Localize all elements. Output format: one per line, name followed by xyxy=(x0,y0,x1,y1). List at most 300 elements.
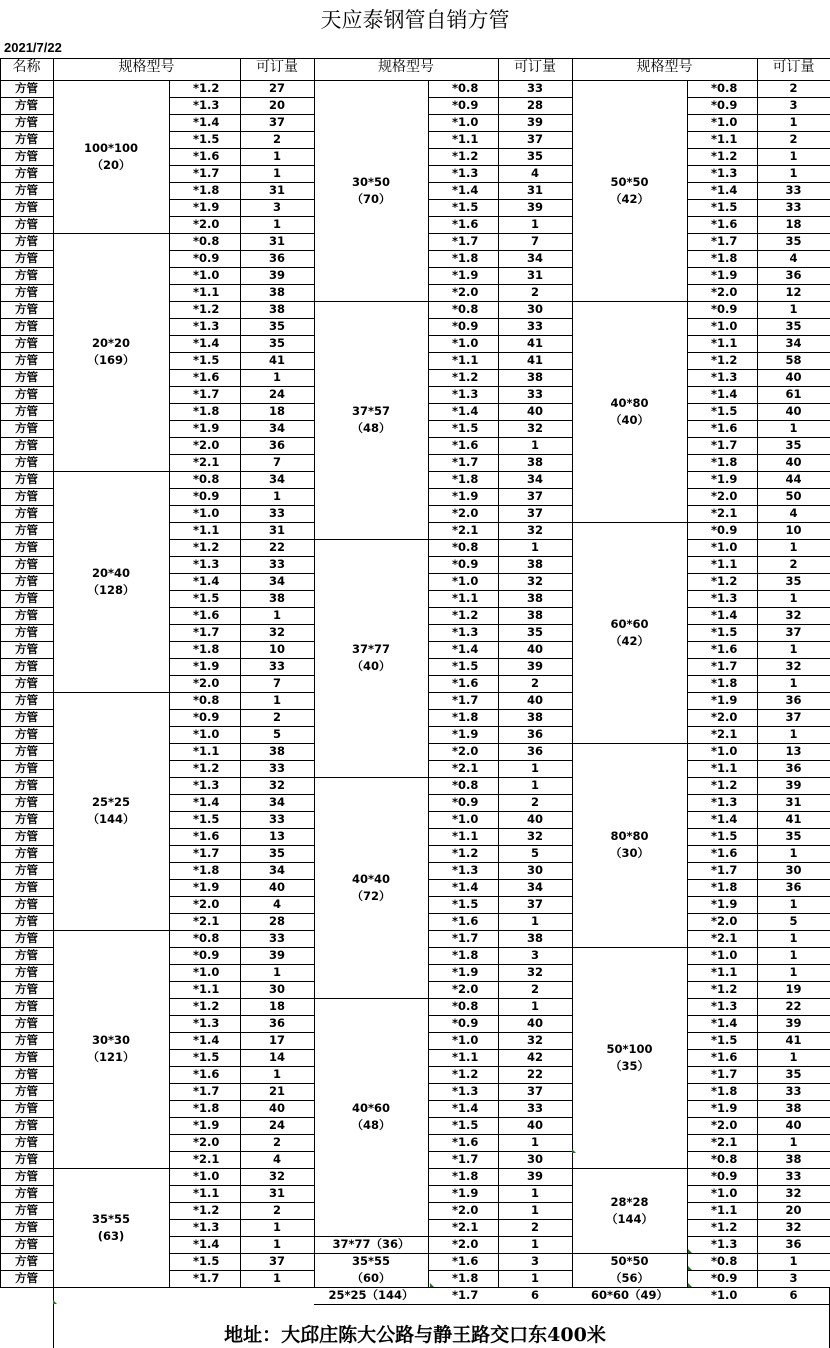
qty-cell: 37 xyxy=(526,489,543,503)
row-name-cell: 方管 xyxy=(15,302,38,316)
qty-cell: 38 xyxy=(526,455,543,469)
spec-cell: *1.2 xyxy=(711,353,738,367)
grid-line xyxy=(0,1236,54,1237)
spec-cell: *1.2 xyxy=(452,1067,479,1081)
count-label: （72） xyxy=(351,888,391,903)
qty-cell: 38 xyxy=(526,557,543,571)
grid-line xyxy=(0,726,54,727)
qty-cell: 34 xyxy=(268,472,285,486)
qty-cell: 2 xyxy=(789,132,798,146)
spec-cell: *2.1 xyxy=(711,727,738,741)
spec-cell: *1.0 xyxy=(452,336,479,350)
grid-line xyxy=(0,250,54,251)
spec-cell: *1.3 xyxy=(193,1016,220,1030)
size-cell xyxy=(53,471,169,692)
qty-cell: 32 xyxy=(268,1169,285,1183)
qty-cell: 2 xyxy=(789,81,798,95)
size-cell xyxy=(572,947,687,1168)
count-label: （42） xyxy=(609,633,649,648)
spec-cell: *1.5 xyxy=(452,200,479,214)
qty-cell: 39 xyxy=(526,200,543,214)
spec-cell: *1.5 xyxy=(711,625,738,639)
grid-line xyxy=(0,1015,54,1016)
spec-cell: *1.4 xyxy=(193,1033,220,1047)
spec-cell: *2.1 xyxy=(711,1135,738,1149)
grid-line xyxy=(0,403,54,404)
qty-cell: 38 xyxy=(526,710,543,724)
spec-cell: *0.9 xyxy=(452,1016,479,1030)
qty-cell: 1 xyxy=(272,1067,281,1081)
grid-line xyxy=(498,58,499,1288)
grid-line xyxy=(0,1066,54,1067)
grid-line xyxy=(0,1202,54,1203)
qty-cell: 40 xyxy=(785,1118,802,1132)
qty-cell: 33 xyxy=(785,200,802,214)
qty-cell: 39 xyxy=(526,115,543,129)
spec-cell: *1.0 xyxy=(711,948,738,962)
size-label: 60*60 xyxy=(610,616,649,631)
qty-cell: 1 xyxy=(272,370,281,384)
spec-cell: *1.6 xyxy=(711,642,738,656)
qty-cell: 33 xyxy=(785,183,802,197)
qty-cell: 1 xyxy=(789,149,798,163)
size-cell xyxy=(314,539,428,777)
spec-cell: *1.1 xyxy=(452,591,479,605)
spec-cell: *1.9 xyxy=(452,965,479,979)
spec-cell: *1.0 xyxy=(711,540,738,554)
row-name-cell: 方管 xyxy=(15,1067,38,1081)
count-label: （40） xyxy=(609,412,649,427)
qty-cell: 13 xyxy=(268,829,285,843)
qty-cell: 24 xyxy=(268,387,285,401)
row-name-cell: 方管 xyxy=(15,795,38,809)
row-name-cell: 方管 xyxy=(15,1152,38,1166)
spec-cell: *1.0 xyxy=(711,115,738,129)
grid-line xyxy=(0,114,54,115)
grid-line xyxy=(0,641,54,642)
spec-cell: *1.0 xyxy=(452,574,479,588)
size-cell xyxy=(572,522,687,743)
grid-line xyxy=(0,1185,54,1186)
qty-cell: 32 xyxy=(526,829,543,843)
spec-cell: *1.3 xyxy=(452,625,479,639)
spec-cell: *0.9 xyxy=(711,523,738,537)
grid-line xyxy=(0,777,54,778)
spec-cell: *1.4 xyxy=(711,1016,738,1030)
grid-line xyxy=(0,58,1,1288)
spec-cell: *1.4 xyxy=(193,1237,220,1251)
spec-cell: *1.0 xyxy=(711,319,738,333)
grid-line xyxy=(0,692,54,693)
row-name-cell: 方管 xyxy=(15,421,38,435)
qty-cell: 1 xyxy=(530,999,539,1013)
qty-cell: 13 xyxy=(785,744,802,758)
qty-cell: 35 xyxy=(526,625,543,639)
qty-cell: 37 xyxy=(268,1254,285,1268)
grid-line xyxy=(0,437,54,438)
spec-cell: *0.8 xyxy=(452,81,479,95)
qty-cell: 41 xyxy=(785,1033,802,1047)
qty-cell: 6 xyxy=(530,1288,539,1302)
spec-cell: *1.6 xyxy=(452,914,479,928)
qty-cell: 10 xyxy=(785,523,802,537)
qty-cell: 1 xyxy=(789,166,798,180)
count-label: （42） xyxy=(609,191,649,206)
qty-cell: 7 xyxy=(272,676,281,690)
spec-cell: *1.7 xyxy=(711,1067,738,1081)
spec-cell: *1.6 xyxy=(452,1135,479,1149)
qty-cell: 38 xyxy=(268,591,285,605)
qty-cell: 33 xyxy=(526,81,543,95)
cell-marker xyxy=(688,1249,692,1253)
grid-line xyxy=(0,505,54,506)
spec-cell: *1.8 xyxy=(452,472,479,486)
qty-cell: 30 xyxy=(785,863,802,877)
grid-line xyxy=(0,131,54,132)
qty-cell: 38 xyxy=(526,608,543,622)
row-name-cell: 方管 xyxy=(15,200,38,214)
qty-cell: 35 xyxy=(785,829,802,843)
grid-line xyxy=(687,1304,830,1305)
grid-line xyxy=(428,1304,573,1305)
size-cell xyxy=(53,233,169,471)
spec-cell: *1.7 xyxy=(193,166,220,180)
grid-line xyxy=(0,896,54,897)
qty-cell: 40 xyxy=(526,693,543,707)
qty-cell: 22 xyxy=(526,1067,543,1081)
spec-cell: *1.5 xyxy=(193,812,220,826)
row-name-cell: 方管 xyxy=(15,251,38,265)
qty-cell: 1 xyxy=(272,1220,281,1234)
size-cell xyxy=(53,80,169,233)
row-name-cell: 方管 xyxy=(15,404,38,418)
row-name-cell: 方管 xyxy=(15,506,38,520)
spec-cell: *1.9 xyxy=(711,268,738,282)
qty-cell: 42 xyxy=(526,1050,543,1064)
grid-line xyxy=(0,947,54,948)
qty-cell: 36 xyxy=(268,251,285,265)
spec-cell: *1.7 xyxy=(193,846,220,860)
header-spec: 规格型号 xyxy=(118,59,175,75)
spec-cell: *2.0 xyxy=(452,982,479,996)
qty-cell: 31 xyxy=(526,183,543,197)
count-label: （20） xyxy=(91,157,131,172)
qty-cell: 31 xyxy=(268,523,285,537)
grid-line xyxy=(0,1134,54,1135)
qty-cell: 34 xyxy=(526,880,543,894)
qty-cell: 38 xyxy=(785,1152,802,1166)
header-qty: 可订量 xyxy=(514,59,556,75)
qty-cell: 3 xyxy=(530,948,539,962)
qty-cell: 2 xyxy=(272,710,281,724)
qty-cell: 2 xyxy=(272,1135,281,1149)
spec-cell: *1.1 xyxy=(711,336,738,350)
qty-cell: 1 xyxy=(530,1271,539,1285)
spec-cell: *1.0 xyxy=(711,1186,738,1200)
spec-cell: *1.8 xyxy=(711,880,738,894)
spec-cell: *2.0 xyxy=(711,710,738,724)
qty-cell: 1 xyxy=(789,540,798,554)
row-name-cell: 方管 xyxy=(15,115,38,129)
spec-cell: *1.6 xyxy=(193,1067,220,1081)
spec-cell: *1.3 xyxy=(193,98,220,112)
grid-line xyxy=(687,80,688,1288)
qty-cell: 4 xyxy=(789,251,798,265)
qty-cell: 1 xyxy=(530,914,539,928)
size-cell xyxy=(314,80,428,301)
cell-marker xyxy=(430,1283,434,1287)
qty-cell: 1 xyxy=(530,761,539,775)
grid-line xyxy=(0,301,54,302)
spec-cell: *1.3 xyxy=(711,999,738,1013)
row-name-cell: 方管 xyxy=(15,1169,38,1183)
qty-cell: 50 xyxy=(785,489,802,503)
qty-cell: 33 xyxy=(785,1084,802,1098)
grid-line xyxy=(0,964,54,965)
spec-cell: *2.0 xyxy=(193,217,220,231)
spec-cell: *1.1 xyxy=(711,761,738,775)
qty-cell: 38 xyxy=(268,302,285,316)
qty-cell: 38 xyxy=(526,931,543,945)
qty-cell: 1 xyxy=(789,115,798,129)
header-spec: 规格型号 xyxy=(378,59,434,75)
grid-line xyxy=(0,828,54,829)
spec-cell: *1.8 xyxy=(452,1271,479,1285)
cell-marker xyxy=(688,1266,692,1270)
spec-cell: *1.2 xyxy=(193,1203,220,1217)
qty-cell: 33 xyxy=(268,812,285,826)
qty-cell: 1 xyxy=(530,1135,539,1149)
qty-cell: 1 xyxy=(789,965,798,979)
row-name-cell: 方管 xyxy=(15,523,38,537)
spec-cell: *1.3 xyxy=(711,166,738,180)
grid-line xyxy=(0,1168,54,1169)
qty-cell: 39 xyxy=(785,1016,802,1030)
spec-cell: *1.3 xyxy=(711,370,738,384)
row-name-cell: 方管 xyxy=(15,234,38,248)
spec-cell: *1.6 xyxy=(711,421,738,435)
row-name-cell: 方管 xyxy=(15,659,38,673)
spec-cell: *0.9 xyxy=(193,489,220,503)
grid-line xyxy=(169,80,170,1288)
grid-line xyxy=(572,1304,688,1305)
qty-cell: 1 xyxy=(272,149,281,163)
spec-cell: *1.4 xyxy=(452,404,479,418)
spec-cell: *0.9 xyxy=(711,302,738,316)
size-cell xyxy=(314,1236,428,1253)
qty-cell: 1 xyxy=(789,302,798,316)
count-label: （128） xyxy=(87,582,135,597)
spec-cell: *2.0 xyxy=(452,285,479,299)
qty-cell: 38 xyxy=(268,285,285,299)
qty-cell: 4 xyxy=(272,1152,281,1166)
size-cell xyxy=(53,930,169,1168)
row-name-cell: 方管 xyxy=(15,829,38,843)
qty-cell: 1 xyxy=(789,1050,798,1064)
spec-cell: *1.6 xyxy=(452,217,479,231)
qty-cell: 4 xyxy=(272,897,281,911)
size-label: 35*55 xyxy=(91,1211,131,1226)
qty-cell: 1 xyxy=(530,217,539,231)
grid-line xyxy=(0,658,54,659)
grid-line xyxy=(0,1219,54,1220)
qty-cell: 22 xyxy=(268,540,285,554)
row-name-cell: 方管 xyxy=(15,914,38,928)
spec-cell: *1.5 xyxy=(452,421,479,435)
size-label: 60*60（49） xyxy=(590,1288,669,1302)
grid-line xyxy=(0,1253,54,1254)
spec-cell: *1.6 xyxy=(193,608,220,622)
qty-cell: 33 xyxy=(526,1101,543,1115)
qty-cell: 2 xyxy=(530,676,539,690)
spec-cell: *1.2 xyxy=(452,370,479,384)
qty-cell: 3 xyxy=(530,1254,539,1268)
qty-cell: 1 xyxy=(789,1135,798,1149)
spec-cell: *1.2 xyxy=(711,778,738,792)
count-label: （30） xyxy=(609,846,649,860)
size-label: 28*28 xyxy=(610,1194,649,1209)
row-name-cell: 方管 xyxy=(15,1237,38,1251)
spec-cell: *1.1 xyxy=(193,982,220,996)
row-name-cell: 方管 xyxy=(15,387,38,401)
row-name-cell: 方管 xyxy=(15,183,38,197)
qty-cell: 30 xyxy=(526,863,543,877)
spec-cell: *1.3 xyxy=(193,319,220,333)
qty-cell: 32 xyxy=(526,965,543,979)
grid-line xyxy=(0,981,54,982)
qty-cell: 14 xyxy=(268,1050,285,1064)
spec-cell: *1.9 xyxy=(452,1186,479,1200)
row-name-cell: 方管 xyxy=(15,217,38,231)
spec-cell: *1.0 xyxy=(452,115,479,129)
spec-cell: *1.2 xyxy=(711,982,738,996)
qty-cell: 31 xyxy=(785,795,802,809)
spec-cell: *2.1 xyxy=(711,931,738,945)
qty-cell: 32 xyxy=(526,1033,543,1047)
size-cell xyxy=(53,692,169,930)
grid-line xyxy=(0,165,54,166)
qty-cell: 27 xyxy=(268,81,285,95)
qty-cell: 36 xyxy=(526,744,543,758)
spec-cell: *1.6 xyxy=(193,149,220,163)
qty-cell: 39 xyxy=(268,268,285,282)
qty-cell: 37 xyxy=(785,625,802,639)
spec-cell: *1.7 xyxy=(193,625,220,639)
spec-cell: *1.0 xyxy=(193,268,220,282)
row-name-cell: 方管 xyxy=(15,1101,38,1115)
spec-cell: *0.8 xyxy=(711,81,738,95)
size-cell xyxy=(572,743,687,947)
spec-cell: *1.1 xyxy=(452,132,479,146)
grid-line xyxy=(0,454,54,455)
qty-cell: 36 xyxy=(785,761,802,775)
spec-cell: *0.9 xyxy=(193,710,220,724)
qty-cell: 1 xyxy=(789,948,798,962)
spec-cell: *0.9 xyxy=(711,1271,738,1285)
spec-cell: *1.3 xyxy=(711,795,738,809)
spec-cell: *1.0 xyxy=(452,1033,479,1047)
spec-cell: *1.4 xyxy=(711,608,738,622)
spec-cell: *1.2 xyxy=(452,149,479,163)
spec-cell: *1.1 xyxy=(193,285,220,299)
qty-cell: 1 xyxy=(789,846,798,860)
qty-cell: 17 xyxy=(268,1033,285,1047)
qty-cell: 40 xyxy=(526,404,543,418)
row-name-cell: 方管 xyxy=(15,625,38,639)
spec-cell: *1.7 xyxy=(193,387,220,401)
spec-cell: *1.4 xyxy=(193,115,220,129)
spec-cell: *1.7 xyxy=(711,659,738,673)
spec-cell: *0.8 xyxy=(193,693,220,707)
qty-cell: 1 xyxy=(530,1203,539,1217)
spec-cell: *0.8 xyxy=(452,540,479,554)
row-name-cell: 方管 xyxy=(15,608,38,622)
spec-cell: *1.1 xyxy=(193,744,220,758)
qty-cell: 36 xyxy=(268,438,285,452)
spec-cell: *1.6 xyxy=(711,217,738,231)
size-cell xyxy=(314,301,428,539)
qty-cell: 35 xyxy=(785,234,802,248)
qty-cell: 1 xyxy=(789,931,798,945)
grid-line xyxy=(0,998,54,999)
grid-line xyxy=(0,199,54,200)
spec-cell: *1.4 xyxy=(193,336,220,350)
spec-cell: *1.4 xyxy=(452,1101,479,1115)
row-name-cell: 方管 xyxy=(15,591,38,605)
row-name-cell: 方管 xyxy=(15,370,38,384)
count-label: （169） xyxy=(87,353,135,367)
row-name-cell: 方管 xyxy=(15,149,38,163)
qty-cell: 28 xyxy=(268,914,285,928)
spec-cell: *1.4 xyxy=(193,574,220,588)
grid-line xyxy=(169,1287,315,1288)
spec-cell: *1.3 xyxy=(452,387,479,401)
qty-cell: 18 xyxy=(268,999,285,1013)
qty-cell: 24 xyxy=(268,1118,285,1132)
row-name-cell: 方管 xyxy=(15,1271,38,1285)
qty-cell: 38 xyxy=(268,744,285,758)
count-label: （60） xyxy=(351,1271,391,1285)
row-name-cell: 方管 xyxy=(15,557,38,571)
spec-cell: *2.1 xyxy=(193,1152,220,1166)
size-cell xyxy=(572,1287,687,1304)
qty-cell: 40 xyxy=(785,404,802,418)
spec-cell: *1.2 xyxy=(193,81,220,95)
spec-cell: *1.6 xyxy=(452,1254,479,1268)
spec-cell: *1.7 xyxy=(452,693,479,707)
qty-cell: 1 xyxy=(272,217,281,231)
size-label: 20*40 xyxy=(91,565,131,580)
spec-cell: *1.7 xyxy=(452,1288,479,1302)
row-name-cell: 方管 xyxy=(15,761,38,775)
spec-cell: *1.9 xyxy=(193,1118,220,1132)
spec-cell: *1.7 xyxy=(193,1084,220,1098)
spec-cell: *1.1 xyxy=(193,1186,220,1200)
qty-cell: 41 xyxy=(785,812,802,826)
qty-cell: 38 xyxy=(526,591,543,605)
grid-line xyxy=(0,97,54,98)
grid-line xyxy=(0,335,54,336)
qty-cell: 1 xyxy=(789,897,798,911)
row-name-cell: 方管 xyxy=(15,812,38,826)
row-name-cell: 方管 xyxy=(15,897,38,911)
grid-line xyxy=(0,1287,54,1288)
grid-line xyxy=(0,284,54,285)
qty-cell: 1 xyxy=(789,591,798,605)
spec-cell: *1.1 xyxy=(711,1203,738,1217)
row-name-cell: 方管 xyxy=(15,1118,38,1132)
grid-line xyxy=(0,233,54,234)
